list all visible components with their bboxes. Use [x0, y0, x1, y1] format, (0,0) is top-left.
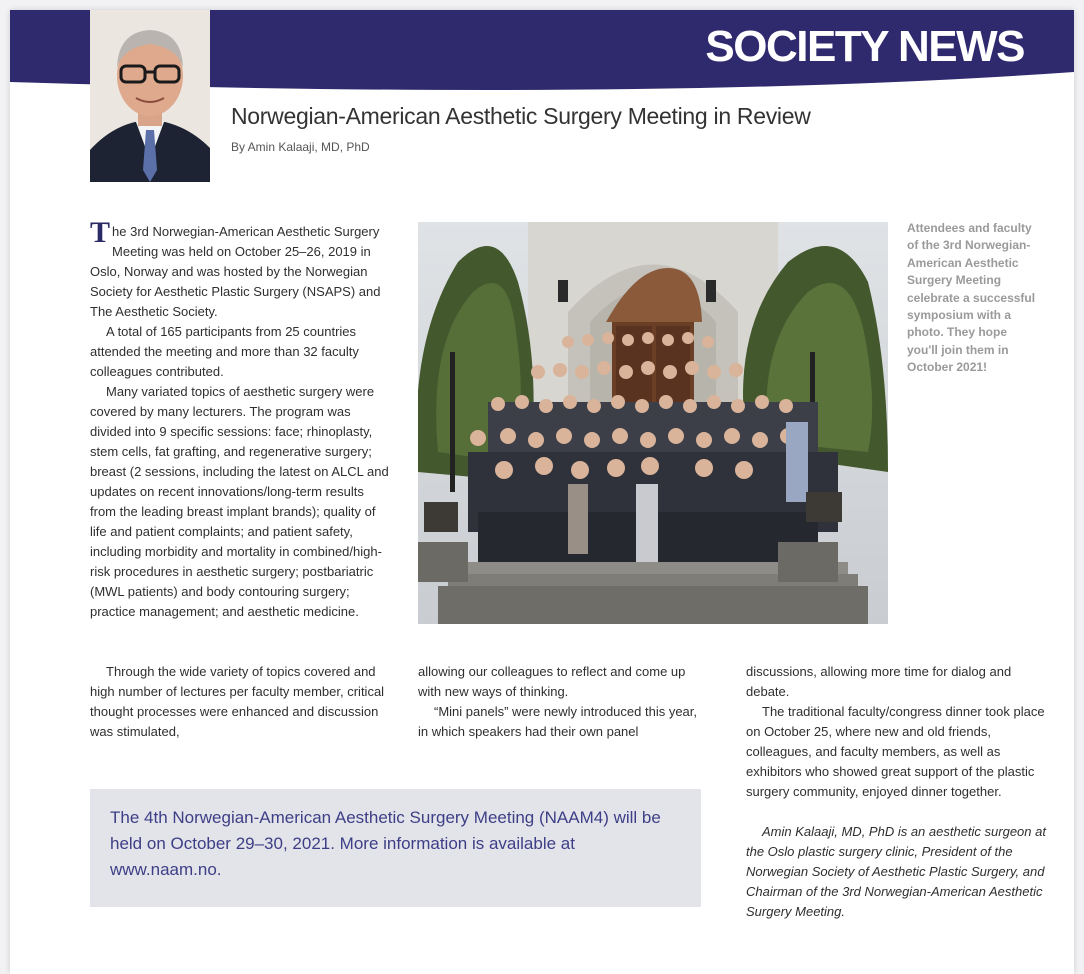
paragraph: discussions, allowing more time for dialog and debate. — [746, 664, 1012, 699]
paragraph: Many variated topics of aesthetic surgery were covered by many lecturers. The program was divided into 9 specific sessions: face; rhinoplasty, stem cells, fat grafting, and regenerative surgery; breast (2 sessions, including the latest on ALCL and updates on recent innovations/long-term results from the leading breast implant brands); quality of life and patient complaints; and patient safety, including morbidity and mortality in combined/high-risk procedures in aesthetic surgery; postbariatric (MWL patients) and body contouring surgery; practice management; and aesthetic medicine. — [90, 384, 389, 619]
paragraph: The traditional faculty/congress dinner took place on October 25, where new and old friends, colleagues, and faculty members, as well as exhibitors who showed great support of the plastic surgery community, enjoyed dinner together. — [746, 704, 1045, 799]
magazine-page — [10, 10, 1074, 974]
callout-text: The 4th Norwegian-American Aesthetic Surgery Meeting (NAAM4) will be held on October 29–30, 2021. More information is available at www.naam.no. — [110, 808, 661, 879]
author-portrait — [90, 10, 210, 182]
photo-caption: Attendees and faculty of the 3rd Norwegian-American Aesthetic Surgery Meeting celebrate a successful symposium with a photo. They hope you'll join them in October 2021! — [907, 221, 1036, 375]
banner-title: SOCIETY NEWS — [705, 22, 1024, 71]
article-byline: By Amin Kalaaji, MD, PhD — [231, 140, 370, 154]
article-column-1-continued — [90, 662, 390, 742]
paragraph: A total of 165 participants from 25 countries attended the meeting and more than 32 faculty colleagues contributed. — [90, 324, 359, 379]
drop-cap: T — [90, 216, 111, 249]
announcement-callout — [90, 789, 701, 907]
paragraph: Through the wide variety of topics covered and high number of lectures per faculty member, critical thought processes were enhanced and discussion was stimulated, — [90, 664, 385, 739]
paragraph: The 3rd Norwegian-American Aesthetic Surgery Meeting was held on October 25–26, 2019 in Oslo, Norway and was hosted by the Norwegian Society for Aesthetic Plastic Surgery (NSAPS) and The Aesthetic Society. — [90, 216, 381, 319]
group-photo — [418, 222, 888, 624]
paragraph: “Mini panels” were newly introduced this year, in which speakers had their own panel — [418, 704, 698, 739]
author-bio: Amin Kalaaji, MD, PhD is an aesthetic surgeon at the Oslo plastic surgery clinic, President of the Norwegian Society of Aesthetic Plastic Surgery, and Chairman of the 3rd Norwegian-American Aesthetic Surgery Meeting. — [746, 824, 1046, 919]
article-column-1 — [90, 216, 390, 622]
article-column-2 — [418, 662, 710, 742]
article-headline: Norwegian-American Aesthetic Surgery Meeting in Review — [231, 103, 811, 129]
article-column-3 — [746, 662, 1046, 922]
paragraph: allowing our colleagues to reflect and come up with new ways of thinking. — [418, 664, 686, 699]
